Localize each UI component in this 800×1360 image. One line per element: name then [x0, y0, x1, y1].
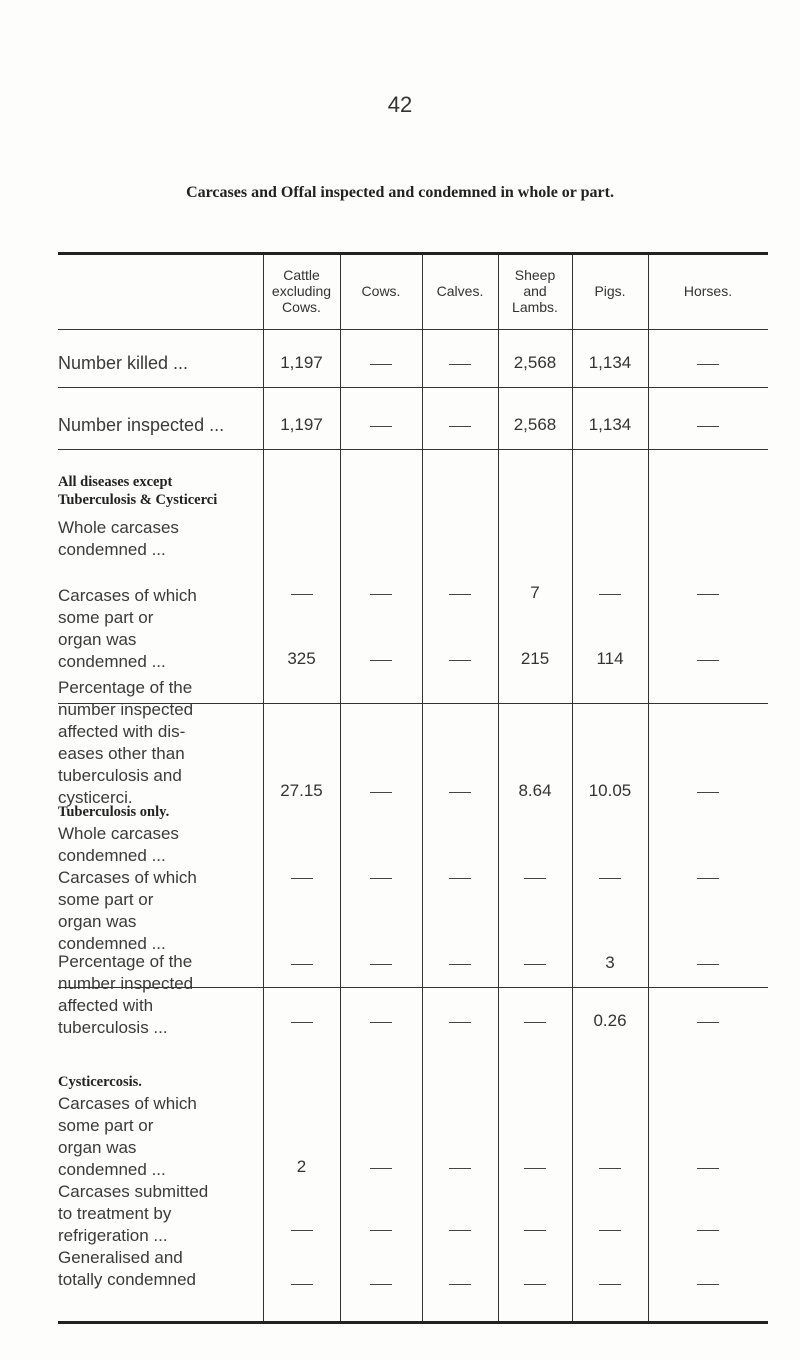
empty-dash: [370, 792, 392, 793]
empty-dash: [599, 878, 621, 879]
section-item-label: Percentage of the number inspected affected with tuberculosis ...: [58, 952, 194, 1037]
empty-dash: [449, 594, 471, 595]
empty-dash: [370, 878, 392, 879]
empty-dash: [291, 964, 313, 965]
empty-dash: [599, 1230, 621, 1231]
empty-dash: [291, 1022, 313, 1023]
empty-dash: [697, 792, 719, 793]
empty-dash: [697, 1022, 719, 1023]
section-item-label: Carcases submitted to treatment by refrigeration ...: [58, 1182, 209, 1245]
empty-dash: [697, 1284, 719, 1285]
table-cell: 1,134: [588, 353, 632, 372]
empty-dash: [449, 1168, 471, 1169]
inspection-table: [58, 252, 768, 1324]
empty-dash: [697, 660, 719, 661]
empty-dash: [291, 1230, 313, 1231]
table-cell: 2,568: [513, 415, 557, 434]
empty-dash: [599, 1284, 621, 1285]
empty-dash: [370, 964, 392, 965]
table-cell: 27.15: [280, 781, 323, 800]
table-cell: 215: [520, 649, 550, 668]
empty-dash: [697, 878, 719, 879]
empty-dash: [449, 878, 471, 879]
empty-dash: [449, 1022, 471, 1023]
table-cell: 10.05: [588, 781, 632, 800]
empty-dash: [524, 1230, 546, 1231]
empty-dash: [697, 1230, 719, 1231]
empty-dash: [697, 1168, 719, 1169]
table-cell: 1,197: [280, 353, 323, 372]
table-cell: 2,568: [513, 353, 557, 372]
row-label: Number inspected ...: [58, 415, 225, 435]
empty-dash: [524, 878, 546, 879]
empty-dash: [370, 1022, 392, 1023]
empty-dash: [291, 594, 313, 595]
empty-dash: [291, 878, 313, 879]
empty-dash: [524, 1022, 546, 1023]
table-cell: 8.64: [518, 781, 552, 800]
empty-dash: [449, 364, 471, 365]
empty-dash: [697, 426, 719, 427]
column-header: Sheep and Lambs.: [512, 267, 558, 315]
column-divider: [340, 255, 341, 1321]
column-header: Cows.: [361, 283, 401, 299]
column-divider: [422, 255, 423, 1321]
column-header: Cattle excluding Cows.: [271, 267, 332, 315]
row-rule: [58, 449, 768, 450]
empty-dash: [599, 1168, 621, 1169]
column-header: Calves.: [436, 283, 484, 299]
empty-dash: [449, 1230, 471, 1231]
section-item-label: Percentage of the number inspected affected with dis- eases other than tuberculosis and cysticerci.: [58, 678, 194, 807]
empty-dash: [599, 594, 621, 595]
table-cell: 3: [605, 953, 615, 972]
row-rule: [58, 387, 768, 388]
section-item-label: Whole carcases condemned ...: [58, 518, 179, 559]
section-item-label: Carcases of which some part or organ was condemned ...: [58, 868, 197, 953]
empty-dash: [524, 1284, 546, 1285]
section-title: All diseases except Tuberculosis & Cysticerci: [58, 474, 218, 508]
section-item-label: Carcases of which some part or organ was condemned ...: [58, 1094, 197, 1179]
empty-dash: [370, 594, 392, 595]
table-cell: 1,134: [588, 415, 632, 434]
table-cell: 1,197: [280, 415, 323, 434]
empty-dash: [449, 660, 471, 661]
empty-dash: [524, 964, 546, 965]
empty-dash: [524, 1168, 546, 1169]
empty-dash: [449, 1284, 471, 1285]
row-label: Number killed ...: [58, 353, 189, 373]
section-item-label: Whole carcases condemned ...: [58, 824, 179, 865]
column-header: Pigs.: [594, 283, 626, 299]
table-cell: 2: [296, 1157, 307, 1176]
section-item-label: Carcases of which some part or organ was condemned ...: [58, 586, 197, 671]
empty-dash: [370, 1284, 392, 1285]
empty-dash: [291, 1284, 313, 1285]
empty-dash: [370, 1230, 392, 1231]
empty-dash: [697, 364, 719, 365]
section-title: Cysticercosis.: [58, 1074, 142, 1090]
empty-dash: [449, 964, 471, 965]
empty-dash: [370, 426, 392, 427]
table-cell: 114: [596, 649, 624, 668]
empty-dash: [449, 426, 471, 427]
empty-dash: [697, 964, 719, 965]
table-caption: Carcases and Offal inspected and condemned in whole or part.: [186, 184, 614, 201]
column-header: Horses.: [683, 283, 733, 299]
empty-dash: [449, 792, 471, 793]
section-title: Tuberculosis only.: [58, 804, 170, 820]
empty-dash: [370, 1168, 392, 1169]
empty-dash: [370, 364, 392, 365]
empty-dash: [697, 594, 719, 595]
table-cell: 0.26: [593, 1011, 627, 1030]
page-number: 42: [387, 92, 413, 117]
column-divider: [648, 255, 649, 1321]
section-item-label: Generalised and totally condemned: [58, 1248, 196, 1289]
header-rule: [58, 329, 768, 330]
table-cell: 7: [530, 583, 540, 602]
table-cell: 325: [287, 649, 316, 668]
empty-dash: [370, 660, 392, 661]
